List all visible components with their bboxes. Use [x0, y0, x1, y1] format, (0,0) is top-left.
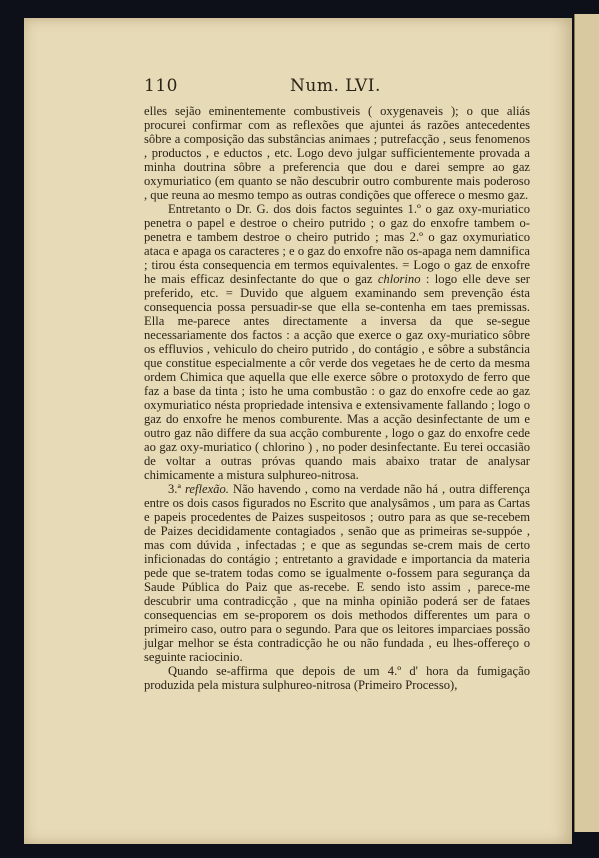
text-run: 3.ª — [168, 482, 185, 496]
page-header — [144, 76, 530, 102]
text-run: Não havendo , como na verdade não há , outra differença entre os dois casos figurados no Escrito que analysâmos , um para as Cartas e papeis procedentes de Paizes suspeitosos ; outro para as que se-recebem de Paizes decididamente contagiados , senão que as primeiras se-suppóe , mas com dúvida , infectadas ; e que as segundas se-crem mais de certo inficionadas do contágio ; entretanto a gravidade e importancia da materia pede que se-tratem todas como se igualmente o-fossem para segurança da Saude Pública do Paiz que as-recebe. E sendo isto assim , parece-me descubrir uma contradicção , que na minha opinião poderá ser de fataes consequencias em se-proporem os dois methodos differentes um para o primeiro caso, outro para o segundo. Para que os leitores imparciaes possão julgar melhor se ésta contradicção he ou não fundada , eu lhes-offereço o seguinte raciocinio. — [144, 482, 530, 664]
paragraph — [144, 202, 530, 482]
paragraph — [144, 664, 530, 692]
text-run: Entretanto o Dr. G. dos dois factos seguintes 1.º o gaz oxy-muriatico penetra o papel e destroe o cheiro putrido ; o gaz do enxofre tambem o-penetra e tambem destroe o cheiro putrido ; mas 2.º o gaz oxymuriatico ataca e apaga os caracteres ; e o gaz do enxofre não os-apaga nem damnifica ; tirou ésta consequencia em termos equivalentes. = Logo o gaz de enxofre he mais efficaz desinfectante do que o gaz — [144, 202, 530, 286]
body-text — [144, 104, 530, 692]
page-content — [144, 76, 530, 692]
running-head: Num. LVI. — [290, 76, 381, 96]
adjacent-page-edge — [574, 14, 599, 832]
text-run: elles sejão eminentemente combustiveis ( oxygenaveis ); o que aliás procurei confirmar com as reflexões que ajuntei ás razões antecedentes sôbre a composição das substâncias animaes ; putrefacção , seus fenomenos , productos , e eductos , etc. Logo devo julgar sufficientemente provada a minha doutrina sôbre a preferencia que dou e darei sempre ao gaz oxymuriatico (em quanto se não descubrir outro comburente mais poderoso , que reuna ao mesmo tempo as outras condições que offerece o mesmo gaz. — [144, 104, 530, 202]
paragraph — [144, 482, 530, 664]
text-run: Quando se-affirma que depois de um 4.º d' hora da fumigação produzida pela mistura sulphureo-nitrosa (Primeiro Processo), — [144, 664, 530, 692]
text-run: : logo elle deve ser preferido, etc. = Duvido que alguem examinando sem prevenção ésta consequencia possa persuadir-se que ella se-contenha em taes premissas. Ella me-parece antes directamente a inversa da que se-segue necessariamente dos factos : a acção que exerce o gaz oxy-muriatico sôbre os effluvios , vehiculo do cheiro putrido , do contágio , e sôbre a substância que constitue especialmente a côr verde dos vegetaes he de certo da mesma ordem Chimica que aquella que elle exerce sôbre o protoxydo de ferro que faz a base da tinta ; isto he uma combustão : o gaz do enxofre cede ao gaz oxymuriatico nésta propriedade intensiva e extensivamente fallando ; logo o gaz do enxofre he menos comburente. Mas a acção desinfectante de um e outro gaz não differe da sua acção comburente , logo o gaz do enxofre cede ao gaz oxy-muriatico ( chlorino ) , no poder desinfectante. Eu terei occasião de voltar a outras próvas quando mais abaixo tratar de analysar chimicamente a mistura sulphureo-nitrosa. — [144, 272, 530, 482]
paragraph — [144, 104, 530, 202]
italic-text: chlorino — [377, 272, 421, 286]
page-number: 110 — [144, 76, 178, 96]
italic-text: reflexão. — [184, 482, 229, 496]
